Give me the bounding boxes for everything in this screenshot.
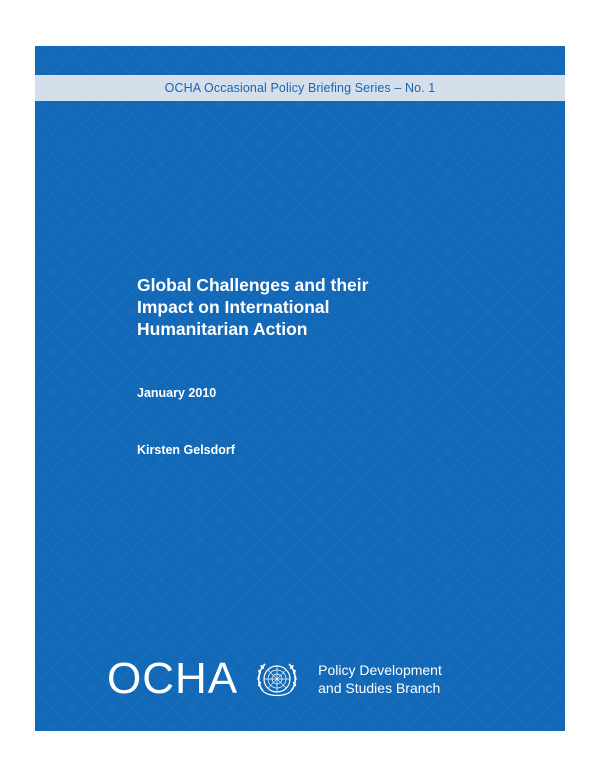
un-emblem-icon	[254, 656, 300, 702]
cover-page	[35, 46, 565, 731]
ocha-logo: OCHA	[107, 654, 239, 703]
document-title	[137, 274, 457, 340]
branch-line: and Studies Branch	[318, 680, 441, 696]
title-line: Humanitarian Action	[137, 319, 308, 339]
title-line: Impact on International	[137, 297, 330, 317]
footer-branding	[107, 650, 442, 708]
branch-line: Policy Development	[318, 662, 442, 678]
series-label: OCHA Occasional Policy Briefing Series – No. 1	[164, 81, 436, 95]
publication-date: January 2010	[137, 386, 217, 400]
series-band	[35, 75, 565, 101]
author-name: Kirsten Gelsdorf	[137, 443, 235, 457]
title-line: Global Challenges and their	[137, 275, 369, 295]
branch-name	[318, 661, 442, 697]
